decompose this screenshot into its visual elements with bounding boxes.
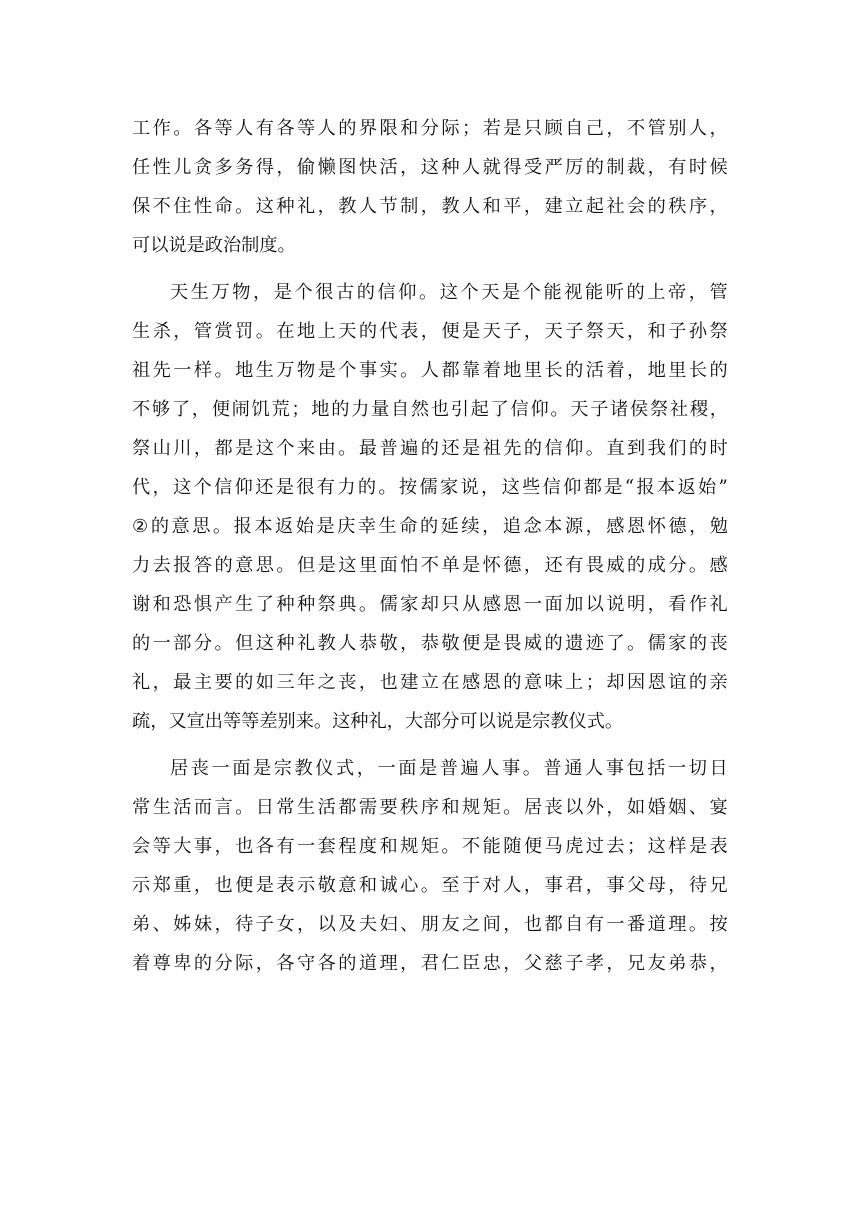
text-line: 礼 ， 最 主 要 的 如 三 年 之 丧 ， 也 建 立 在 感 恩 的 意 味 上 ； 却 因 恩 谊 的 亲 [132, 672, 728, 693]
text-line: 着 尊 卑 的 分 际 ， 各 守 各 的 道 理 ， 君 仁 臣 忠 ， 父 慈 子 孝 ， 兄 友 弟 恭 ， [132, 953, 728, 974]
text-line: ② 的 意 思 。 报 本 返 始 是 庆 幸 生 命 的 延 续 ， 追 念 本 源 ， 感 恩 怀 德 ， 勉 [132, 516, 728, 537]
text-line: 示 郑 重 ， 也 便 是 表 示 敬 意 和 诚 心 。 至 于 对 人 ， 事 君 ， 事 父 母 ， 待 兄 [132, 875, 728, 896]
text-line: 工 作 。 各 等 人 有 各 等 人 的 界 限 和 分 际 ； 若 是 只 顾 自 己 ， 不 管 别 人 ， [132, 118, 728, 139]
text-line: 会 等 大 事 ， 也 各 有 一 套 程 度 和 规 矩 。 不 能 随 便 马 虎 过 去 ； 这 样 是 表 [132, 836, 728, 857]
text-line: 保 不 住 性 命 。 这 种 礼 ， 教 人 节 制 ， 教 人 和 平 ， 建 立 起 社 会 的 秩 序 ， [132, 196, 728, 217]
text-line: 力 去 报 答 的 意 思 。 但 是 这 里 面 怕 不 单 是 怀 德 ， 还 有 畏 威 的 成 分 。 感 [132, 555, 728, 576]
document-body [132, 109, 728, 983]
text-line: 天 生 万 物 ， 是 个 很 古 的 信 仰 。 这 个 天 是 个 能 视 能 听 的 上 帝 ， 管 [170, 282, 728, 303]
text-line: 疏，又宣出等等差别来。这种礼，大部分可以说是宗教仪式。 [132, 711, 624, 732]
paragraph-1 [132, 109, 728, 265]
text-line: 居 丧 一 面 是 宗 教 仪 式 ， 一 面 是 普 遍 人 事 。 普 通 人 事 包 括 一 切 日 [170, 758, 728, 779]
text-line: 谢 和 恐 惧 产 生 了 种 种 祭 典 。 儒 家 却 只 从 感 恩 一 面 加 以 说 明 ， 看 作 礼 [132, 594, 728, 615]
paragraph-3 [132, 749, 728, 983]
text-line: 的 一 部 分 。 但 这 种 礼 教 人 恭 敬 ， 恭 敬 便 是 畏 威 的 遗 迹 了 。 儒 家 的 丧 [132, 633, 728, 654]
text-line: 常 生 活 而 言 。 日 常 生 活 都 需 要 秩 序 和 规 矩 。 居 丧 以 外 ， 如 婚 姻 、 宴 [132, 797, 728, 818]
text-line: 祖 先 一 样 。 地 生 万 物 是 个 事 实 。 人 都 靠 着 地 里 长 的 活 着 ， 地 里 长 的 [132, 360, 728, 381]
paragraph-2 [132, 273, 728, 741]
text-line: 生 杀 ， 管 赏 罚 。 在 地 上 天 的 代 表 ， 便 是 天 子 ， 天 子 祭 天 ， 和 子 孙 祭 [132, 321, 728, 342]
text-line: 弟 、 姊 妹 ， 待 子 女 ， 以 及 夫 妇 、 朋 友 之 间 ， 也 都 自 有 一 番 道 理 。 按 [132, 914, 728, 935]
text-line: 代 ， 这 个 信 仰 还 是 很 有 力 的 。 按 儒 家 说 ， 这 些 信 仰 都 是 “ 报 本 返 始 ” [132, 477, 728, 498]
text-line: 祭 山 川 ， 都 是 这 个 来 由 。 最 普 遍 的 还 是 祖 先 的 信 仰 。 直 到 我 们 的 时 [132, 438, 728, 459]
text-line: 不 够 了 ， 便 闹 饥 荒 ； 地 的 力 量 自 然 也 引 起 了 信 仰 。 天 子 诸 侯 祭 社 稷 ， [132, 399, 728, 420]
text-line: 任 性 儿 贪 多 务 得 ， 偷 懒 图 快 活 ， 这 种 人 就 得 受 严 厉 的 制 裁 ， 有 时 候 [132, 157, 728, 178]
text-line: 可以说是政治制度。 [132, 235, 296, 256]
